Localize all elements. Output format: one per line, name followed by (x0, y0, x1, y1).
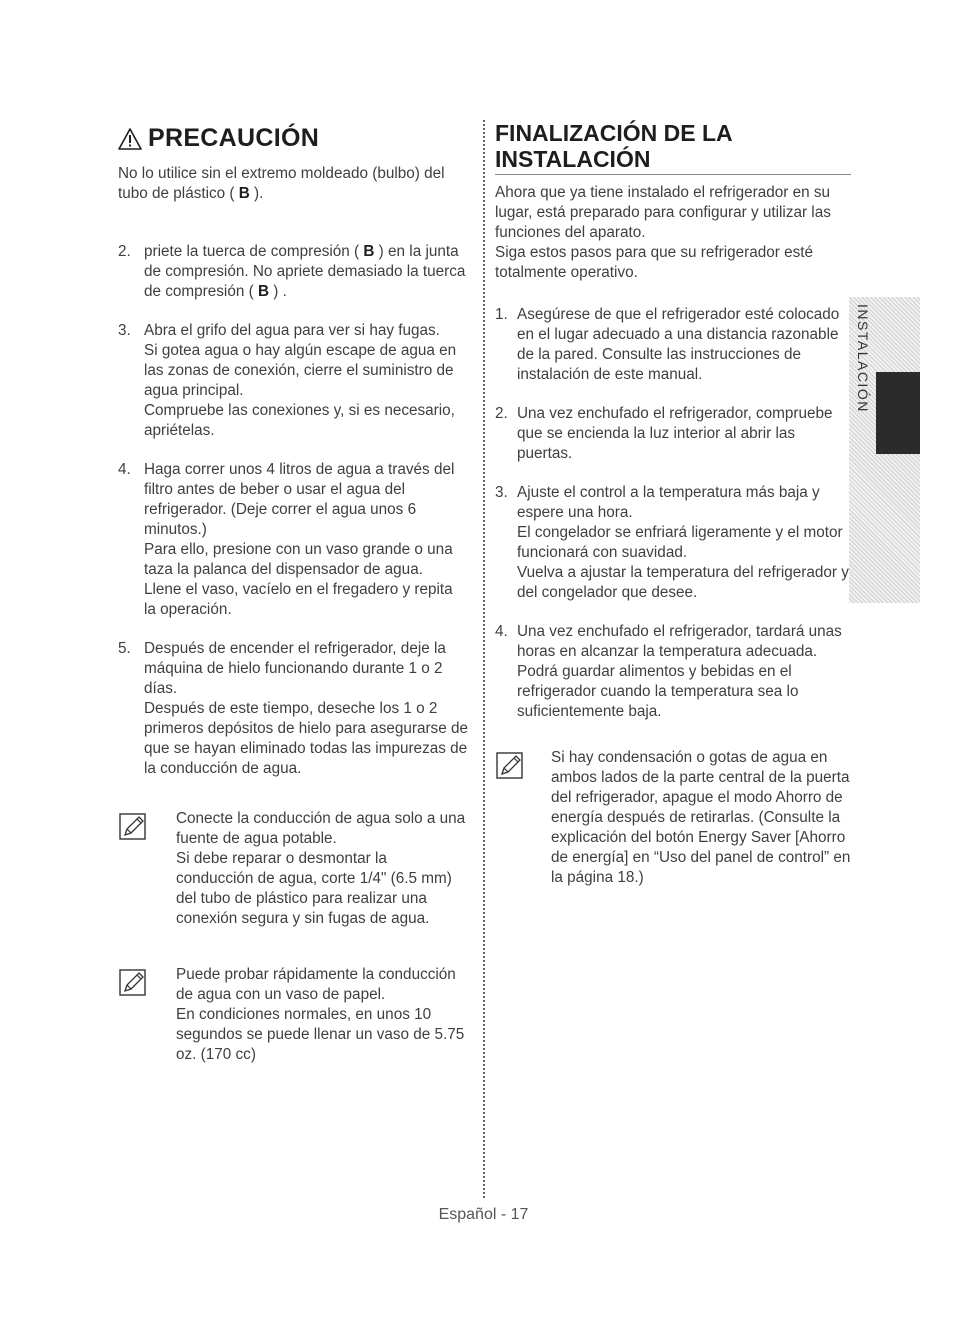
step-text: Haga correr unos 4 litros de agua a través del filtro antes de beber o usar el agua del refrigerador. (Deje correr el agua unos 6 minutos.) (144, 461, 455, 538)
left-steps-list (118, 242, 468, 779)
step-text: Para ello, presione con un vaso grande o una taza la palanca del dispensador de agua. (144, 541, 453, 578)
side-tab-marker (876, 372, 920, 454)
section-intro-2: Siga estos pasos para que su refrigerador esté totalmente operativo. (495, 244, 814, 281)
left-column (118, 124, 468, 1065)
right-steps-list (495, 305, 851, 722)
step-text: ) en la junta de compresión. No apriete demasiado la tuerca de compresión ( (144, 243, 466, 300)
column-divider (483, 120, 485, 1198)
step-text: Compruebe las conexiones y, si es necesario, apriételas. (144, 402, 455, 439)
caution-text (118, 164, 468, 204)
step-text: Después de encender el refrigerador, deje la máquina de hielo funcionando durante 1 o 2 días. (144, 640, 446, 697)
note-left-2-line-2: En condiciones normales, en unos 10 segundos se puede llenar un vaso de 5.75 oz. (170 cc) (176, 1006, 465, 1063)
step-number: 3. (495, 484, 508, 501)
step-text: Después de este tiempo, deseche los 1 o 2 primeros depósitos de hielo para asegurarse de que se hayan eliminado todas las impurezas de la conducción de agua. (144, 700, 468, 777)
left-step (118, 639, 468, 779)
step-text: Llene el vaso, vacíelo en el fregadero y repita la operación. (144, 581, 453, 618)
step-text: priete la tuerca de compresión ( (144, 243, 364, 260)
caution-text-before: No lo utilice sin el extremo moldeado (bulbo) del tubo de plástico ( (118, 165, 445, 202)
section-intro-1: Ahora que ya tiene instalado el refrigerador en su lugar, está preparado para configurar y utilizar las funciones del aparato. (495, 184, 831, 241)
step-number: 3. (118, 322, 131, 339)
step-number: 2. (118, 243, 131, 260)
step-text: Una vez enchufado el refrigerador, tardará unas horas en alcanzar la temperatura adecuada. Podrá guardar alimentos y bebidas en el refrigerador cuando la temperatura sea lo suficientemente baja. (517, 623, 842, 720)
right-step (495, 404, 851, 464)
side-tab-label: INSTALACIÓN (855, 304, 871, 413)
right-step (495, 483, 851, 603)
step-number: 4. (495, 623, 508, 640)
note-left-1-line-2: Si debe reparar o desmontar la conducción de agua, corte 1/4" (6.5 mm) del tubo de plástico para realizar una conexión segura y sin fugas de agua. (176, 850, 452, 927)
caution-text-after: ). (249, 185, 264, 202)
note-icon (118, 811, 148, 841)
step-text: Asegúrese de que el refrigerador esté colocado en el lugar adecuado a una distancia razonable de la pared. Consulte las instrucciones de instalación de este manual. (517, 306, 840, 383)
caution-heading (118, 124, 468, 153)
step-text: Vuelva a ajustar la temperatura del refrigerador y del congelador que desee. (517, 564, 849, 601)
step-number: 1. (495, 306, 508, 323)
note-icon (118, 967, 148, 997)
step-text: Una vez enchufado el refrigerador, compruebe que se encienda la luz interior al abrir las puertas. (517, 405, 833, 462)
note-left-1 (118, 809, 468, 929)
note-icon (495, 750, 525, 780)
step-text: Si gotea agua o hay algún escape de agua en las zonas de conexión, cierre el suministro de agua principal. (144, 342, 457, 399)
step-number: 5. (118, 640, 131, 657)
right-step (495, 622, 851, 722)
right-column (495, 120, 851, 888)
warning-triangle-icon (118, 128, 142, 150)
note-left-2 (118, 965, 468, 1065)
section-heading (495, 120, 851, 175)
section-heading-line-1: FINALIZACIÓN DE LA (495, 120, 733, 146)
section-intro (495, 183, 851, 283)
right-step (495, 305, 851, 385)
caution-title: PRECAUCIÓN (148, 124, 320, 152)
left-step (118, 460, 468, 620)
left-step (118, 321, 468, 441)
step-text: Abra el grifo del agua para ver si hay fugas. (144, 322, 440, 339)
caution-text-bold: B (238, 185, 250, 202)
step-text-bold: B (363, 243, 375, 260)
note-right-text: Si hay condensación o gotas de agua en ambos lados de la parte central de la puerta del refrigerador, apague el modo Ahorro de energía después de retirarlas. (Consulte la explicación del botón Energy Saver [Ahorro de energía] en “Uso del panel de control” en la página 18.) (551, 749, 851, 886)
step-number: 2. (495, 405, 508, 422)
note-right (495, 748, 851, 888)
left-step (118, 242, 468, 302)
note-left-2-line-1: Puede probar rápidamente la conducción de agua con un vaso de papel. (176, 966, 456, 1003)
step-number: 4. (118, 461, 131, 478)
note-left-1-line-1: Conecte la conducción de agua solo a una fuente de agua potable. (176, 810, 466, 847)
step-text-bold: B (257, 283, 269, 300)
step-text: Ajuste el control a la temperatura más baja y espere una hora. (517, 484, 820, 521)
section-heading-line-2: INSTALACIÓN (495, 146, 651, 172)
step-text: El congelador se enfriará ligeramente y el motor funcionará con suavidad. (517, 524, 843, 561)
page-footer: Español - 17 (438, 1206, 529, 1223)
step-text: ) . (269, 283, 287, 300)
